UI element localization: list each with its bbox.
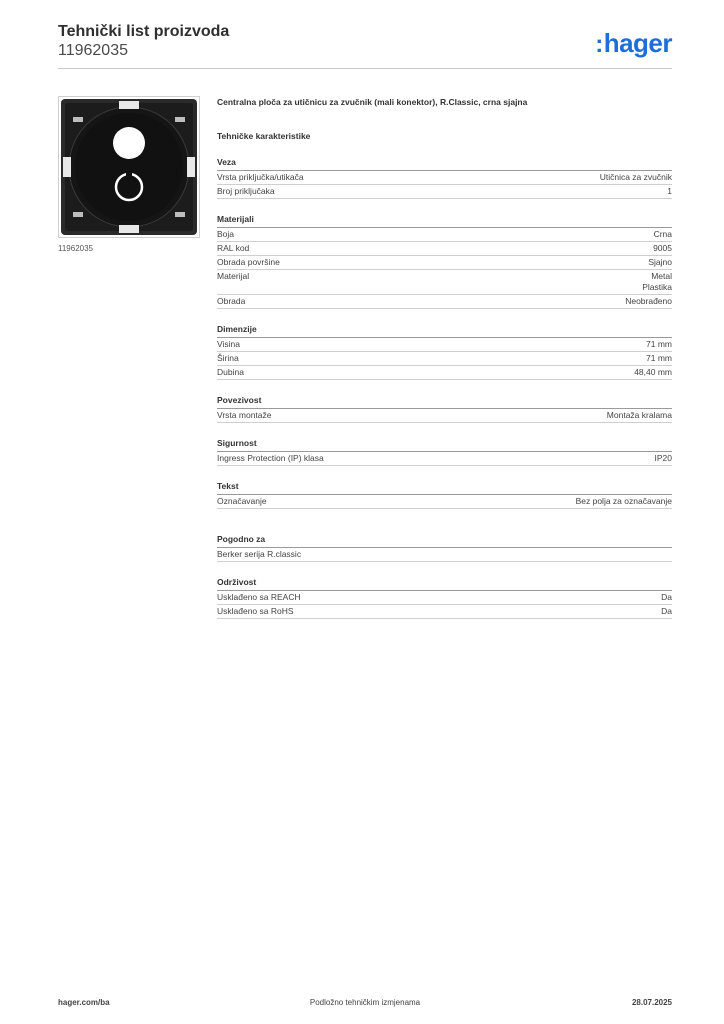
- product-code: 11962035: [58, 42, 128, 59]
- spec-row: [217, 352, 672, 366]
- group-tekst: [217, 480, 672, 509]
- product-image: [58, 96, 200, 238]
- spec-value: IP20: [654, 453, 672, 463]
- spec-row: [217, 228, 672, 242]
- spec-value: Bez polja za označavanje: [575, 496, 672, 506]
- spec-value: Sjajno: [648, 257, 672, 267]
- spec-value: 1: [667, 186, 672, 196]
- spec-label: Ingress Protection (IP) klasa: [217, 453, 324, 463]
- hager-logo: :hager: [595, 28, 672, 58]
- spec-row: [217, 409, 672, 423]
- group-veza: [217, 156, 672, 199]
- spec-label: Visina: [217, 339, 240, 349]
- page-header: [58, 22, 229, 60]
- spec-row: [217, 270, 672, 295]
- spec-row: [217, 495, 672, 509]
- spec-row: [217, 242, 672, 256]
- spec-row: [217, 185, 672, 199]
- group-title: Pogodno za: [217, 533, 672, 548]
- spec-value: Neobrađeno: [625, 296, 672, 306]
- group-odrzivost: [217, 576, 672, 619]
- group-title: Materijali: [217, 213, 672, 228]
- group-materijali: [217, 213, 672, 309]
- spec-value: 71 mm: [646, 339, 672, 349]
- spec-label: Usklađeno sa RoHS: [217, 606, 294, 616]
- specifications: [217, 96, 672, 619]
- spec-value: 48,40 mm: [634, 367, 672, 377]
- group-title: Veza: [217, 156, 672, 171]
- spec-value: Montaža kralama: [606, 410, 672, 420]
- spec-row: [217, 366, 672, 380]
- group-title: Tekst: [217, 480, 672, 495]
- spec-row: [217, 338, 672, 352]
- spec-label: Obrada: [217, 296, 246, 306]
- spec-row: [217, 256, 672, 270]
- spec-value: Da: [661, 606, 672, 616]
- characteristics-heading: Tehničke karakteristike: [217, 131, 311, 141]
- spec-label: Obrada površine: [217, 257, 280, 267]
- spec-label: Materijal: [217, 271, 250, 281]
- group-dimenzije: [217, 323, 672, 380]
- footer-website[interactable]: hager.com/ba: [58, 998, 110, 1007]
- footer-note: Podložno tehničkim izmjenama: [309, 998, 421, 1007]
- group-title: Sigurnost: [217, 437, 672, 452]
- group-title: Povezivost: [217, 394, 672, 409]
- group-pogodno-za: [217, 533, 672, 562]
- spec-value: Metal Plastika: [642, 271, 672, 292]
- spec-label: Vrsta priključka/utikača: [217, 172, 304, 182]
- spec-value: Crna: [653, 229, 672, 239]
- spec-row: [217, 548, 672, 562]
- footer-date: 28.07.2025: [631, 998, 672, 1007]
- group-title: Održivost: [217, 576, 672, 591]
- spec-row: [217, 605, 672, 619]
- spec-label: Broj priključaka: [217, 186, 275, 196]
- spec-label: Berker serija R.classic: [217, 549, 302, 559]
- socket-plate-illustration: [59, 97, 199, 237]
- spec-label: Boja: [217, 229, 235, 239]
- spec-row: [217, 591, 672, 605]
- header-divider: [58, 68, 672, 69]
- image-caption: 11962035: [58, 244, 93, 253]
- spec-row: [217, 295, 672, 309]
- spec-label: Usklađeno sa REACH: [217, 592, 301, 602]
- spec-value: Utičnica za zvučnik: [599, 172, 672, 182]
- spec-row: [217, 171, 672, 185]
- group-title: Dimenzije: [217, 323, 672, 338]
- spec-value: 71 mm: [646, 353, 672, 363]
- spec-label: Širina: [217, 353, 239, 363]
- group-sigurnost: [217, 437, 672, 466]
- spec-label: Označavanje: [217, 496, 267, 506]
- spec-label: Vrsta montaže: [217, 410, 272, 420]
- product-description: Centralna ploča za utičnicu za zvučnik (mali konektor), R.Classic, crna sjajna: [217, 97, 528, 107]
- page-title: Tehnički list proizvoda: [58, 23, 230, 40]
- spec-value: 9005: [653, 243, 672, 253]
- spec-row: [217, 452, 672, 466]
- spec-label: Dubina: [217, 367, 244, 377]
- spec-value: Da: [661, 592, 672, 602]
- group-povezivost: [217, 394, 672, 423]
- spec-label: RAL kod: [217, 243, 250, 253]
